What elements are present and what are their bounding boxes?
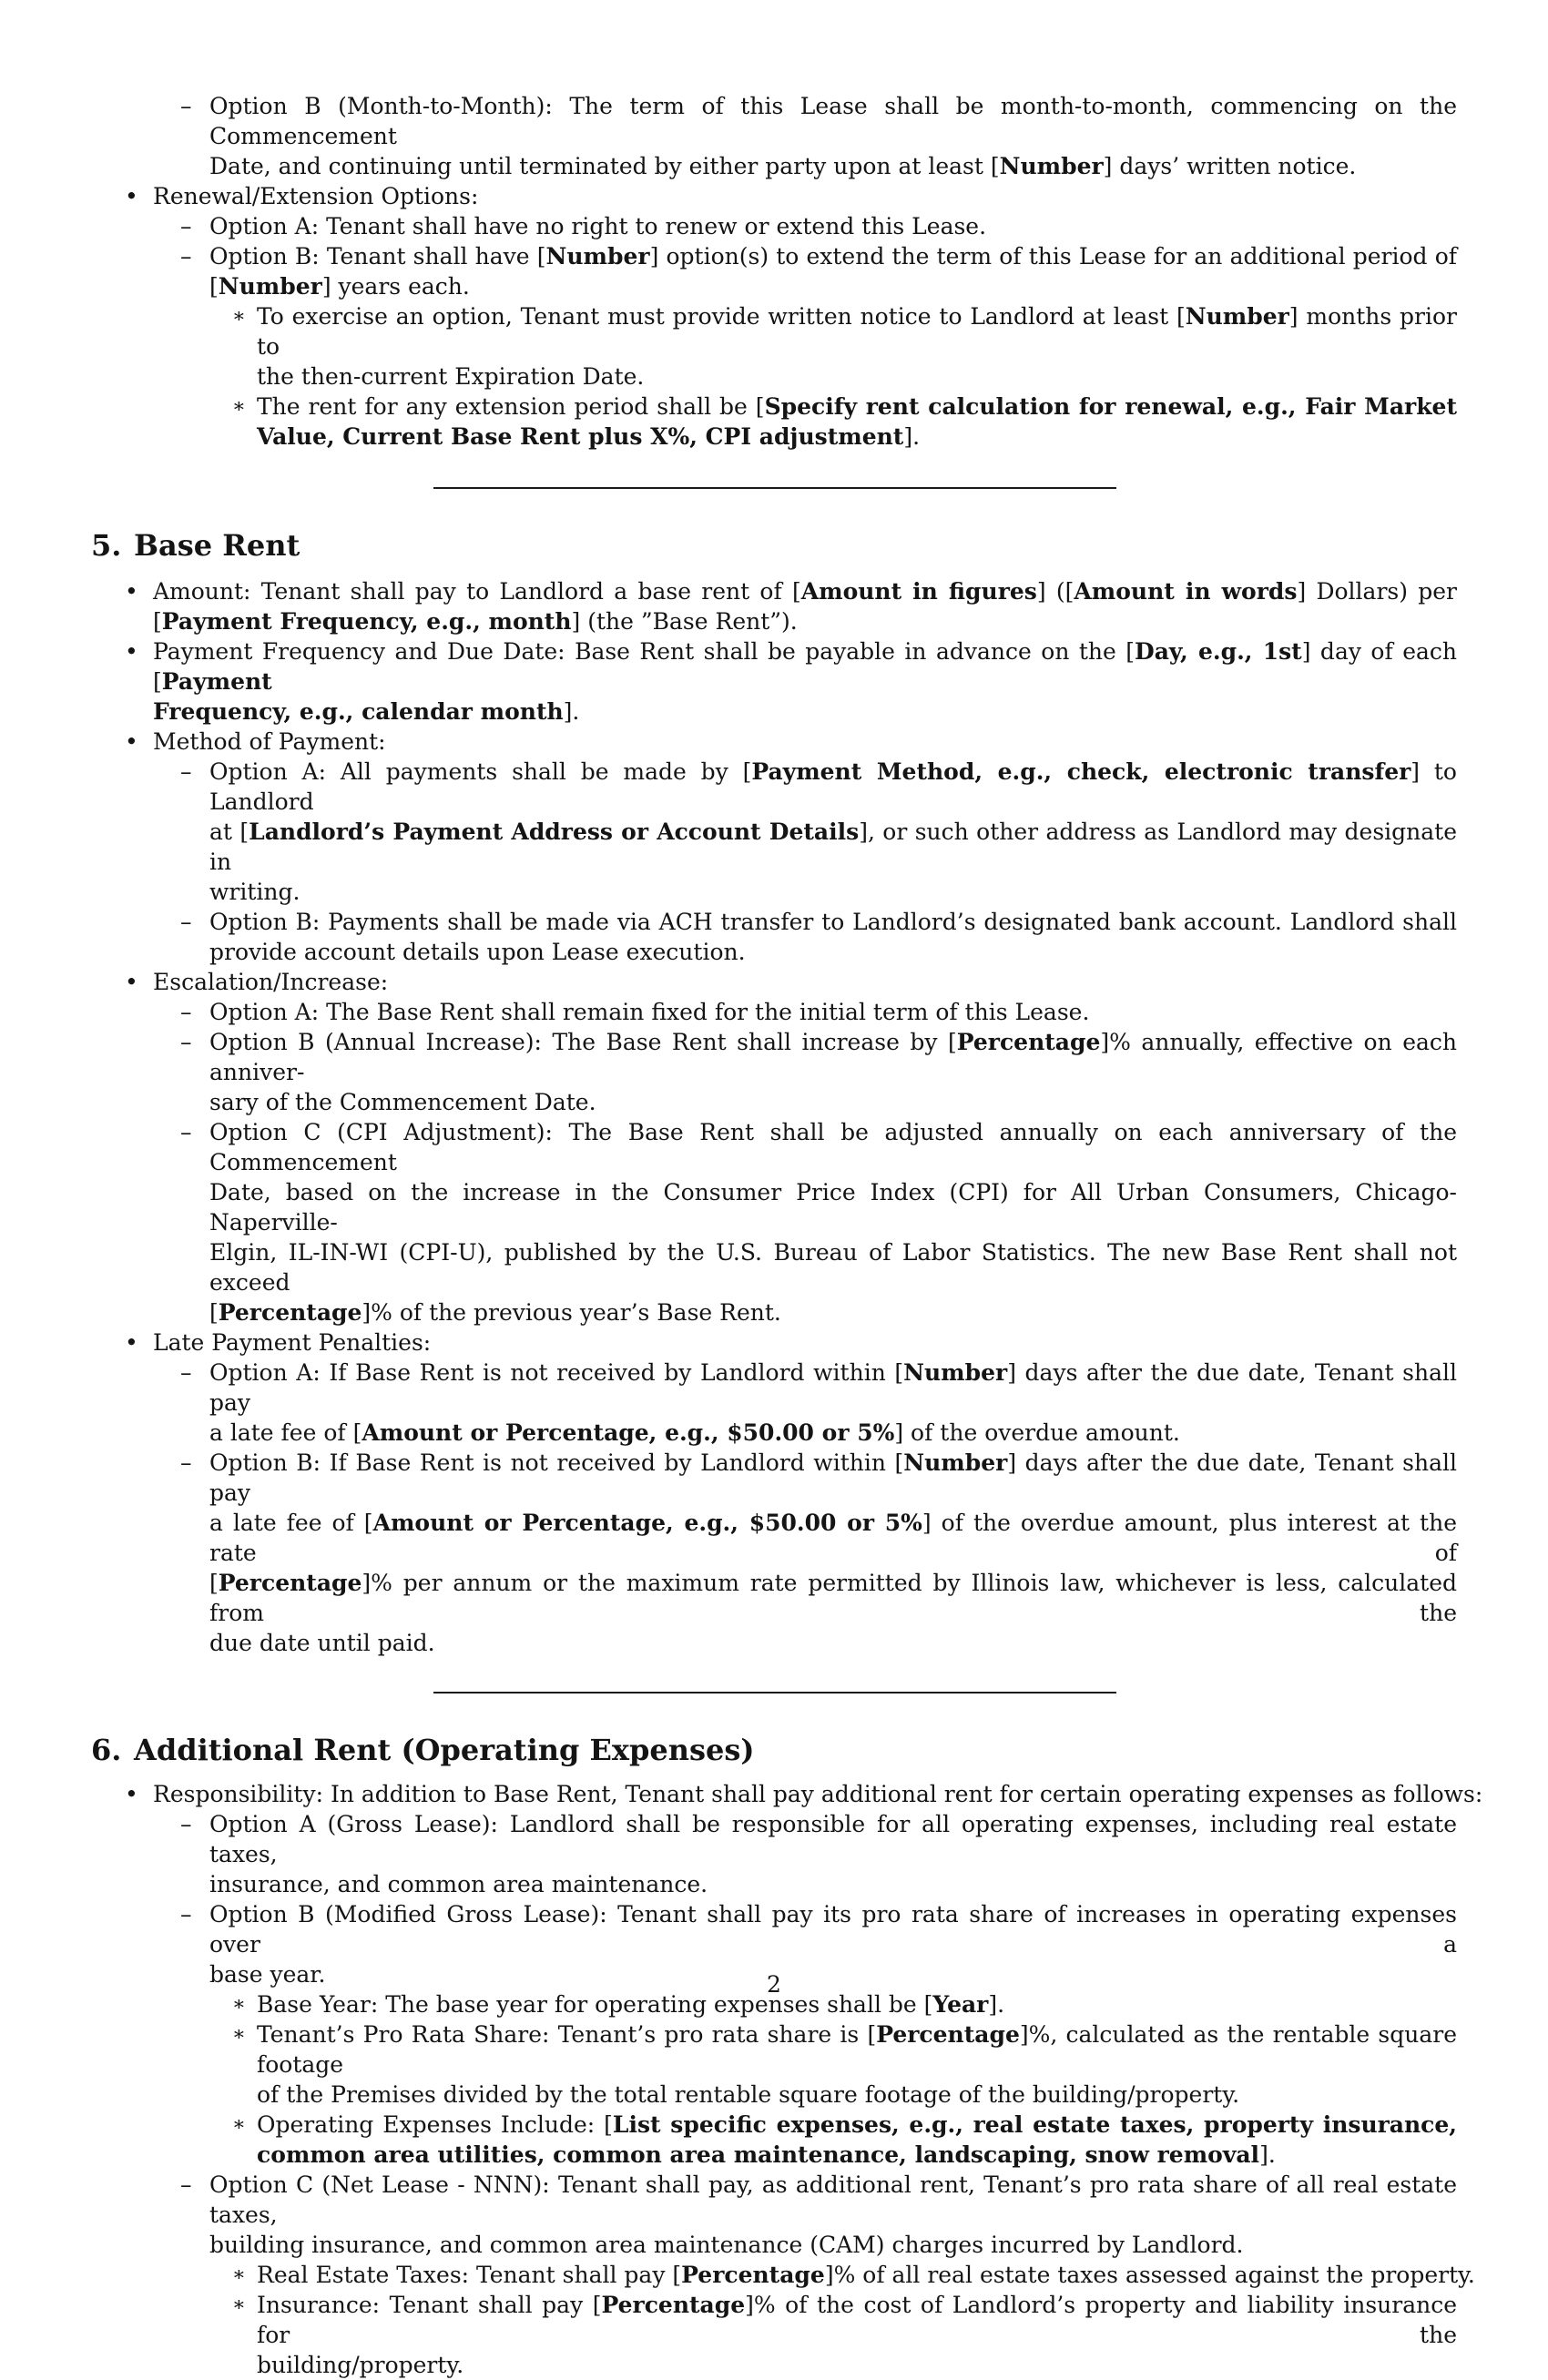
placeholder-percentage: Percentage (601, 2292, 746, 2318)
section-divider (433, 1692, 1116, 1693)
dash-marker: – (180, 243, 192, 270)
bullet-marker: • (125, 183, 138, 209)
base-rent-amount-item: • Amount: Tenant shall pay to Landlord a base rent of [Amount in figures] ([Amount in words] Dollars) per [Payment Frequency, e.g., month] (the ”Base Rent”). (125, 578, 1458, 635)
dash-marker: – (180, 1901, 192, 1927)
gross-lease-option-a: – Option A (Gross Lease): Landlord shall be responsible for all operating expenses, including real estate taxes, insurance, and common area maintenance. (180, 1811, 1457, 1897)
net-lease-option-c: – Option C (Net Lease - NNN): Tenant shall pay, as additional rent, Tenant’s pro rata share of all real estate taxes, building insurance, and common area maintenance (CAM) charges incurred by Landlord. (180, 2171, 1457, 2258)
star-marker: ∗ (232, 305, 246, 328)
placeholder-rent-calculation: Value, Current Base Rent plus X%, CPI adjustment (257, 423, 904, 450)
renewal-options-item: • Renewal/Extension Options: (125, 183, 479, 209)
star-marker: ∗ (232, 2023, 246, 2046)
dash-marker: – (180, 93, 192, 119)
dash-marker: – (180, 1029, 192, 1055)
bullet-marker: • (125, 969, 138, 995)
placeholder-payment-frequency: Payment Frequency, e.g., month (161, 608, 572, 635)
operating-expenses-include-item: ∗ Operating Expenses Include: [List specific expenses, e.g., real estate taxes, property insurance, common area utilities, common area maintenance, landscaping, snow removal]. (232, 2111, 1458, 2168)
dash-marker: – (180, 2171, 192, 2198)
placeholder-amount-figures: Amount in figures (800, 578, 1037, 605)
placeholder-number: Number (903, 1449, 1008, 1476)
star-marker: ∗ (232, 2113, 246, 2136)
dash-marker: – (180, 1359, 192, 1386)
placeholder-number: Number (218, 273, 322, 300)
placeholder-payment-frequency: Payment (161, 668, 272, 695)
base-year-item: ∗ Base Year: The base year for operating expenses shall be [Year]. (232, 1991, 1005, 2018)
placeholder-percentage: Percentage (218, 1570, 362, 1596)
section-divider (433, 487, 1116, 489)
star-marker: ∗ (232, 2294, 246, 2316)
method-of-payment-item: • Method of Payment: (125, 728, 386, 755)
star-marker: ∗ (232, 1993, 246, 2016)
real-estate-taxes-item: ∗ Real Estate Taxes: Tenant shall pay [Percentage]% of all real estate taxes assessed against the property. (232, 2262, 1475, 2288)
extension-rent-item: ∗ The rent for any extension period shall be [Specify rent calculation for renewal, e.g., Fair Market Value, Current Base Rent plus X%, CPI adjustment]. (232, 393, 1457, 450)
modified-gross-option-b: – Option B (Modified Gross Lease): Tenant shall pay its pro rata share of increases in operating expenses over a base year. (180, 1901, 1457, 1988)
placeholder-payment-address: Landlord’s Payment Address or Account Details (249, 819, 860, 845)
bullet-marker: • (125, 1329, 138, 1356)
page-number: 2 (767, 1971, 781, 1998)
dash-marker: – (180, 213, 192, 239)
renewal-option-a: – Option A: Tenant shall have no right to renew or extend this Lease. (180, 213, 987, 239)
late-option-b: – Option B: If Base Rent is not received by Landlord within [Number] days after the due date, Tenant shall pay a late fee of [Amount or Percentage, e.g., $50.00 or 5%] of the overdue amount, plus interest at the rate of [Percentage]% per annum or the maximum rate permitted by Illinois law, whichever is less, calculated from the due date until paid. (180, 1449, 1457, 1656)
placeholder-payment-method: Payment Method, e.g., check, electronic transfer (751, 758, 1411, 785)
escalation-item: • Escalation/Increase: (125, 969, 389, 995)
exercise-notice-item: ∗ To exercise an option, Tenant must provide written notice to Landlord at least [Number] months prior to the then-current Expiration Date. (232, 303, 1457, 390)
placeholder-expense-list: common area utilities, common area maintenance, landscaping, snow removal (257, 2141, 1260, 2168)
late-option-a: – Option A: If Base Rent is not received by Landlord within [Number] days after the due date, Tenant shall pay a late fee of [Amount or Percentage, e.g., $50.00 or 5%] of the overdue amount. (180, 1359, 1457, 1446)
dash-marker: – (180, 999, 192, 1025)
dash-marker: – (180, 1811, 192, 1837)
star-marker: ∗ (232, 2263, 246, 2286)
placeholder-expense-list: List specific expenses, e.g., real estate taxes, property insurance, (612, 2111, 1458, 2138)
placeholder-amount-words: Amount in words (1074, 578, 1298, 605)
dash-marker: – (180, 1449, 192, 1476)
placeholder-percentage: Percentage (876, 2021, 1020, 2048)
insurance-item: ∗ Insurance: Tenant shall pay [Percentage]% of the cost of Landlord’s property and liability insurance for the building/property. (232, 2292, 1457, 2378)
placeholder-percentage: Percentage (681, 2262, 825, 2288)
responsibility-item: • Responsibility: In addition to Base Rent, Tenant shall pay additional rent for certain operating expenses as follows: (125, 1781, 1483, 1807)
placeholder-number: Number (1185, 303, 1289, 330)
payment-frequency-item: • Payment Frequency and Due Date: Base Rent shall be payable in advance on the [Day, e.g., 1st] day of each [Payment Frequency, e.g., calendar month]. (125, 638, 1458, 725)
placeholder-percentage: Percentage (956, 1029, 1101, 1055)
pro-rata-share-item: ∗ Tenant’s Pro Rata Share: Tenant’s pro rata share is [Percentage]%, calculated as the rentable square footage of the Premises divided by the total rentable square footage of the building/property. (232, 2021, 1457, 2108)
page-content (91, 91, 1483, 2380)
placeholder-number: Number (999, 153, 1104, 179)
placeholder-percentage: Percentage (218, 1299, 362, 1326)
section-5-heading: 5. Base Rent (91, 528, 300, 563)
placeholder-day: Day, e.g., 1st (1135, 638, 1302, 665)
placeholder-number: Number (545, 243, 650, 270)
method-option-a: – Option A: All payments shall be made by [Payment Method, e.g., check, electronic transfer] to Landlord at [Landlord’s Payment Address or Account Details], or such other address as Landlord may designate in writing. (180, 758, 1458, 905)
star-marker: ∗ (232, 395, 246, 418)
placeholder-late-fee: Amount or Percentage, e.g., $50.00 or 5% (372, 1510, 922, 1536)
late-payment-item: • Late Payment Penalties: (125, 1329, 432, 1356)
escalation-option-a: – Option A: The Base Rent shall remain fixed for the initial term of this Lease. (180, 999, 1090, 1025)
escalation-option-b: – Option B (Annual Increase): The Base Rent shall increase by [Percentage]% annually, effective on each anniver- sary of the Commencement Date. (180, 1029, 1458, 1115)
placeholder-late-fee: Amount or Percentage, e.g., $50.00 or 5% (362, 1419, 895, 1446)
dash-marker: – (180, 1119, 192, 1145)
escalation-option-c: – Option C (CPI Adjustment): The Base Rent shall be adjusted annually on each anniversary of the Commencement Date, based on the increase in the Consumer Price Index (CPI) for All Urban Consumers, Chicago-Naperville- Elgin, IL-IN-WI (CPI-U), published by the U.S. Bureau of Labor Statistics. The new Base Rent shall not exceed [Percentage]% of the previous year’s Base Rent. (180, 1119, 1457, 1326)
dash-marker: – (180, 758, 192, 785)
placeholder-rent-calculation: Specify rent calculation for renewal, e.g., Fair Market (764, 393, 1457, 420)
placeholder-year: Year (932, 1991, 989, 2018)
renewal-option-b: – Option B: Tenant shall have [Number] option(s) to extend the term of this Lease for an additional period of [Number] years each. (180, 243, 1457, 300)
term-option-b-month-to-month: – Option B (Month-to-Month): The term of this Lease shall be month-to-month, commencing on the Commencement Date, and continuing until terminated by either party upon at least [Number] days’ written notice. (180, 93, 1457, 179)
method-option-b: – Option B: Payments shall be made via ACH transfer to Landlord’s designated bank account. Landlord shall provide account details upon Lease execution. (180, 909, 1457, 965)
placeholder-payment-frequency: Frequency, e.g., calendar month (153, 698, 564, 725)
bullet-marker: • (125, 578, 138, 605)
bullet-marker: • (125, 638, 138, 665)
bullet-marker: • (125, 1781, 138, 1807)
bullet-marker: • (125, 728, 138, 755)
placeholder-number: Number (903, 1359, 1008, 1386)
dash-marker: – (180, 909, 192, 935)
section-6-heading: 6. Additional Rent (Operating Expenses) (91, 1733, 755, 1767)
